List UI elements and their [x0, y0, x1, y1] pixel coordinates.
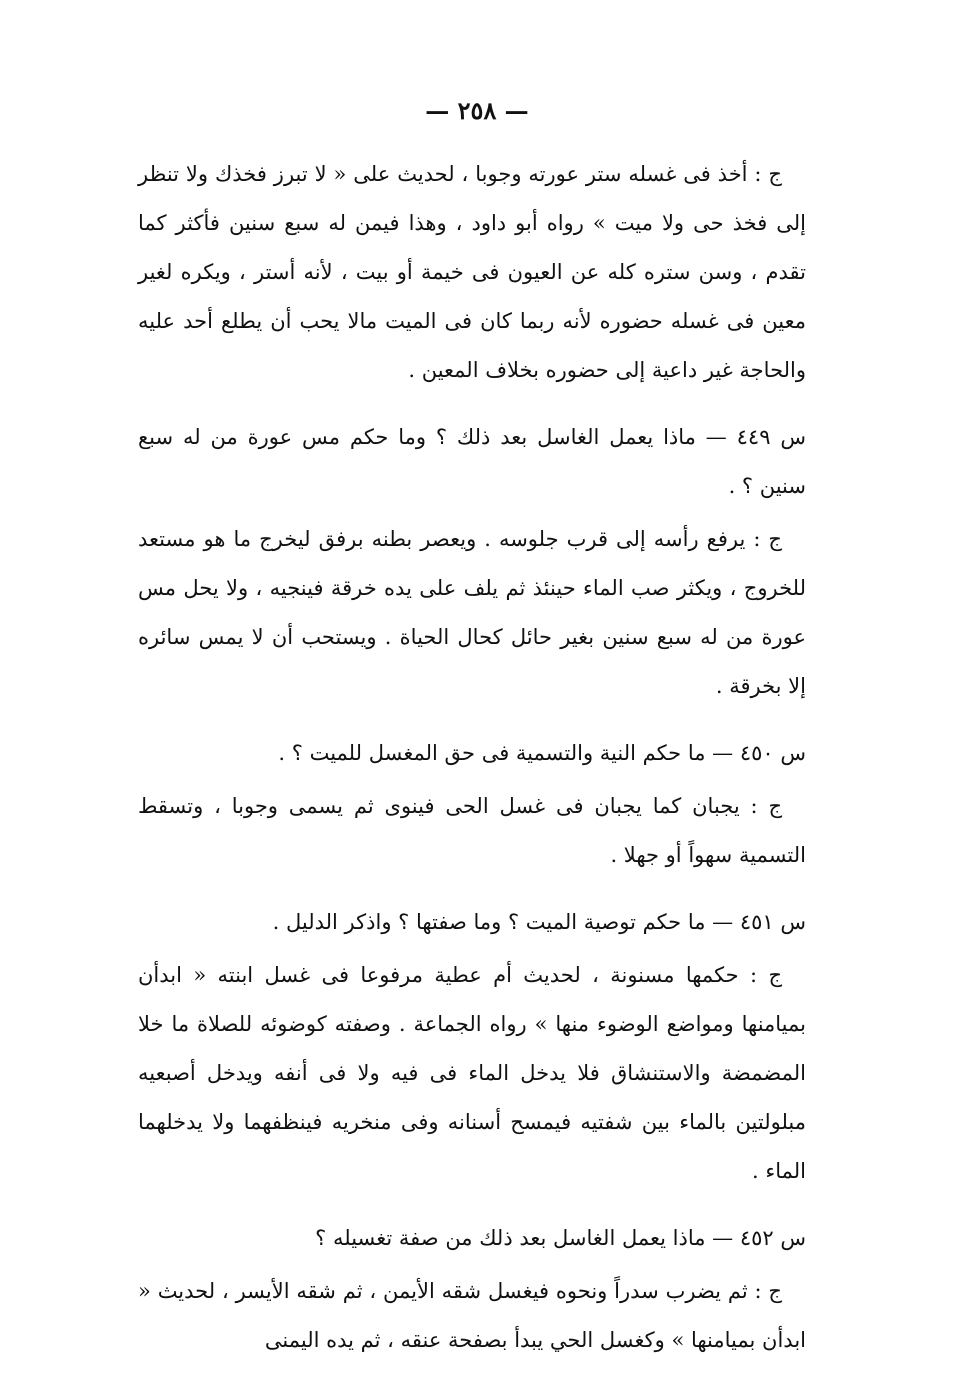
answer-450: ج : يجبان كما يجبان فى غسل الحى فينوى ثم يسمى وجوبا ، وتسقط التسمية سهواً أو جهلا . [138, 794, 806, 867]
question-450: س ٤٥٠ — ما حكم النية والتسمية فى حق المغسل للميت ؟ . [278, 741, 806, 765]
question-449: س ٤٤٩ — ماذا يعمل الغاسل بعد ذلك ؟ وما حكم مس عورة من له سبع سنين ؟ . [138, 425, 806, 498]
answer-451: ج : حكمها مسنونة ، لحديث أم عطية مرفوعا فى غسل ابنته « ابدأن بميامنها ومواضع الوضوء منها » رواه الجماعة . وصفته كوضوئه للصلاة ما خلا المضمضة والاستنشاق فلا يدخل الماء فى فيه ولا فى أنفه ويدخل أصبعيه مبلولتين بالماء بين شفتيه فيمسح أسنانه وفى منخريه فينظفهما ولا يدخلهما الماء . [138, 963, 806, 1183]
answer-paragraph: ج : أخذ فى غسله ستر عورته وجوبا ، لحديث على « لا تبرز فخذك ولا تنظر إلى فخذ حى ولا ميت » رواه أبو داود ، وهذا فيمن له سبع سنين فأكثر كما تقدم ، وسن ستره كله عن العيون فى خيمة أو بيت ، لأنه أستر ، ويكره لغير معين فى غسله حضوره لأنه ربما كان فى الميت مالا يحب أن يطلع أحد عليه والحاجة غير داعية إلى حضوره بخلاف المعين . [138, 162, 806, 382]
answer-449: ج : يرفع رأسه إلى قرب جلوسه . ويعصر بطنه برفق ليخرج ما هو مستعد للخروج ، ويكثر صب الماء حينئذ ثم يلف على يده خرقة فينجيه ، ولا يحل مس عورة من له سبع سنين بغير حائل كحال الحياة . ويستحب أن لا يمس سائره إلا بخرقة . [138, 527, 806, 698]
answer-452: ج : ثم يضرب سدراً ونحوه فيغسل شقه الأيمن ، ثم شقه الأيسر ، لحديث « ابدأن بميامنها » وكغسل الحي يبدأ بصفحة عنقه ، ثم يده اليمنى [138, 1279, 806, 1352]
question-451: س ٤٥١ — ما حكم توصية الميت ؟ وما صفتها ؟ واذكر الدليل . [272, 910, 806, 934]
page-number: — ٢٥٨ — [425, 96, 529, 125]
question-452: س ٤٥٢ — ماذا يعمل الغاسل بعد ذلك من صفة تغسيله ؟ [315, 1226, 806, 1250]
page-body [138, 150, 806, 1365]
